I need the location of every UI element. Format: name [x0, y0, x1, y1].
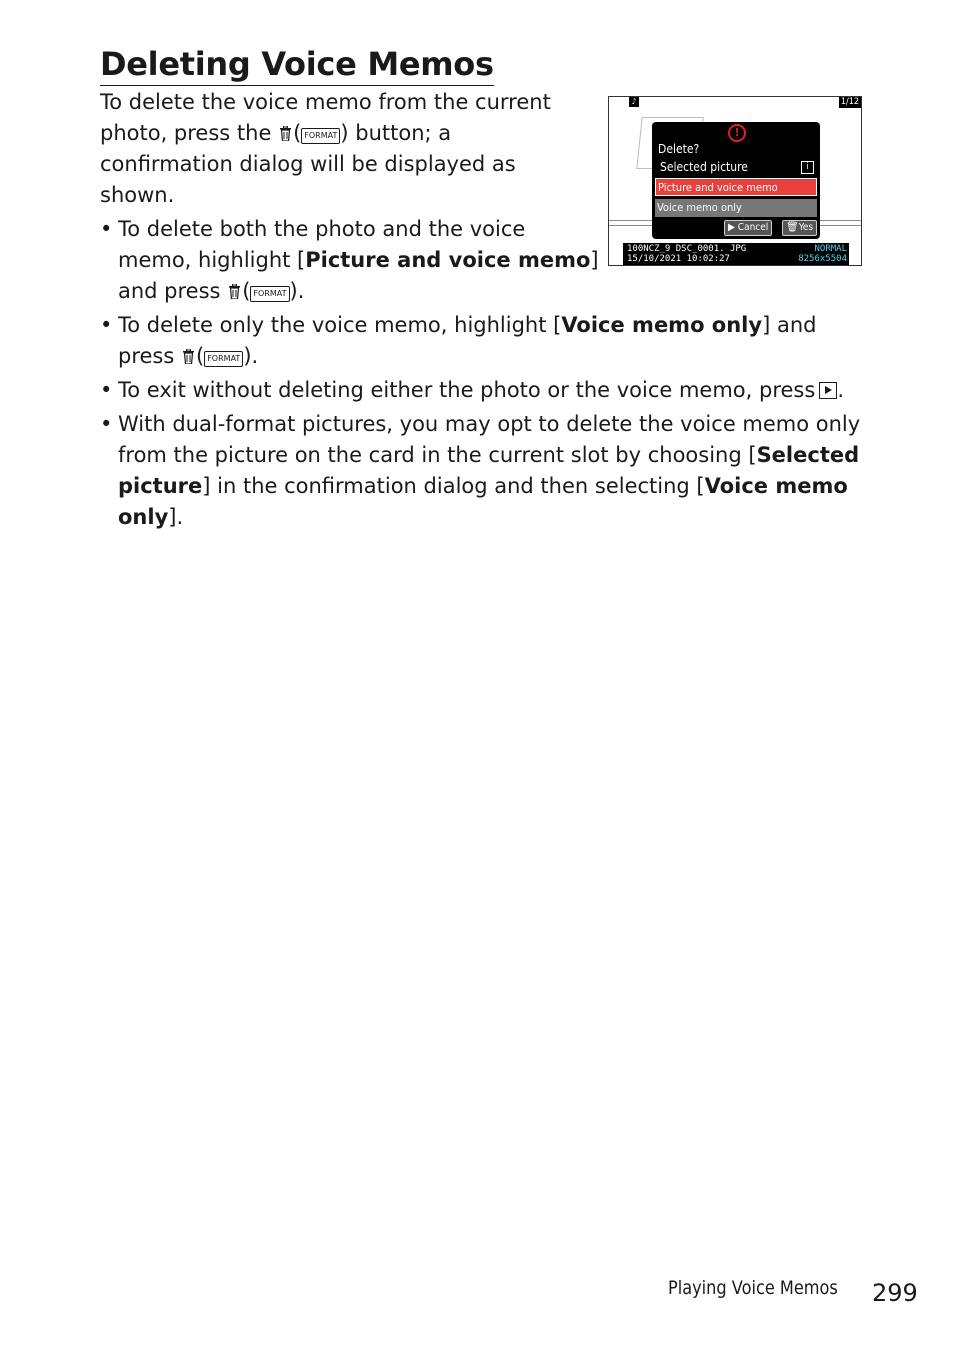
bullet-3: • To exit without deleting either the photo or the voice memo, press . [118, 375, 844, 406]
trash-icon [280, 126, 291, 141]
format-icon: FORMAT [204, 351, 243, 367]
intro-line-2: photo, press the ( FORMAT ) button; a [100, 121, 452, 145]
image-quality: NORMAL [814, 244, 847, 254]
trash-icon [183, 349, 194, 364]
image-size: 8256x5504 [798, 254, 847, 264]
bullet-dot: • [100, 313, 113, 337]
yes-button[interactable]: 🗑Yes [782, 220, 817, 236]
intro-line-3: confirmation dialog will be displayed as [100, 152, 516, 176]
page-title: Deleting Voice Memos [100, 44, 494, 86]
playback-icon [819, 382, 837, 399]
dialog-title: Delete? [658, 142, 700, 156]
option-picture-and-voice-memo[interactable]: Picture and voice memo [655, 178, 817, 196]
format-icon: FORMAT [301, 128, 340, 144]
option-voice-memo-only[interactable]: Voice memo only [655, 199, 817, 217]
option-picture-and-voice-memo: Picture and voice memo [305, 248, 591, 272]
bullet-1: • To delete both the photo and the voice memo, highlight [Picture and voice memo] and press ( FORMAT ). [118, 214, 599, 307]
selected-picture-label[interactable]: Selected picture [660, 160, 748, 174]
trash-icon [229, 284, 240, 299]
bullet-dot: • [100, 412, 113, 436]
footer-section: Playing Voice Memos [668, 1277, 838, 1299]
camera-screen-illustration [608, 96, 862, 266]
warning-icon: ! [728, 124, 746, 142]
voice-memo-icon: ♪ [629, 97, 639, 107]
bullet-2: • To delete only the voice memo, highlight [Voice memo only] and press ( FORMAT ). [118, 310, 816, 372]
cancel-button[interactable]: ▶ Cancel [724, 220, 772, 236]
format-icon: FORMAT [250, 286, 289, 302]
intro-line-4: shown. [100, 183, 175, 207]
file-info-bar [623, 243, 849, 265]
file-date: 15/10/2021 10:02:27 [627, 254, 730, 264]
option-voice-memo-only: Voice memo only [561, 313, 763, 337]
file-name: 100NCZ_9 DSC_0001. JPG [627, 244, 747, 254]
page-number: 299 [872, 1279, 918, 1307]
intro-line-1: To delete the voice memo from the current [100, 90, 551, 114]
bullet-dot: • [100, 378, 113, 402]
bullet-4: • With dual-format pictures, you may opt to delete the voice memo only from the picture on the card in the current slot by choosing [Selected picture] in the confirmation dialog and then selecting [Voice memo only]. [118, 409, 878, 533]
info-icon: i [801, 161, 814, 174]
bullet-dot: • [100, 217, 113, 241]
image-counter: 1/12 [840, 97, 859, 107]
delete-dialog [652, 122, 820, 239]
